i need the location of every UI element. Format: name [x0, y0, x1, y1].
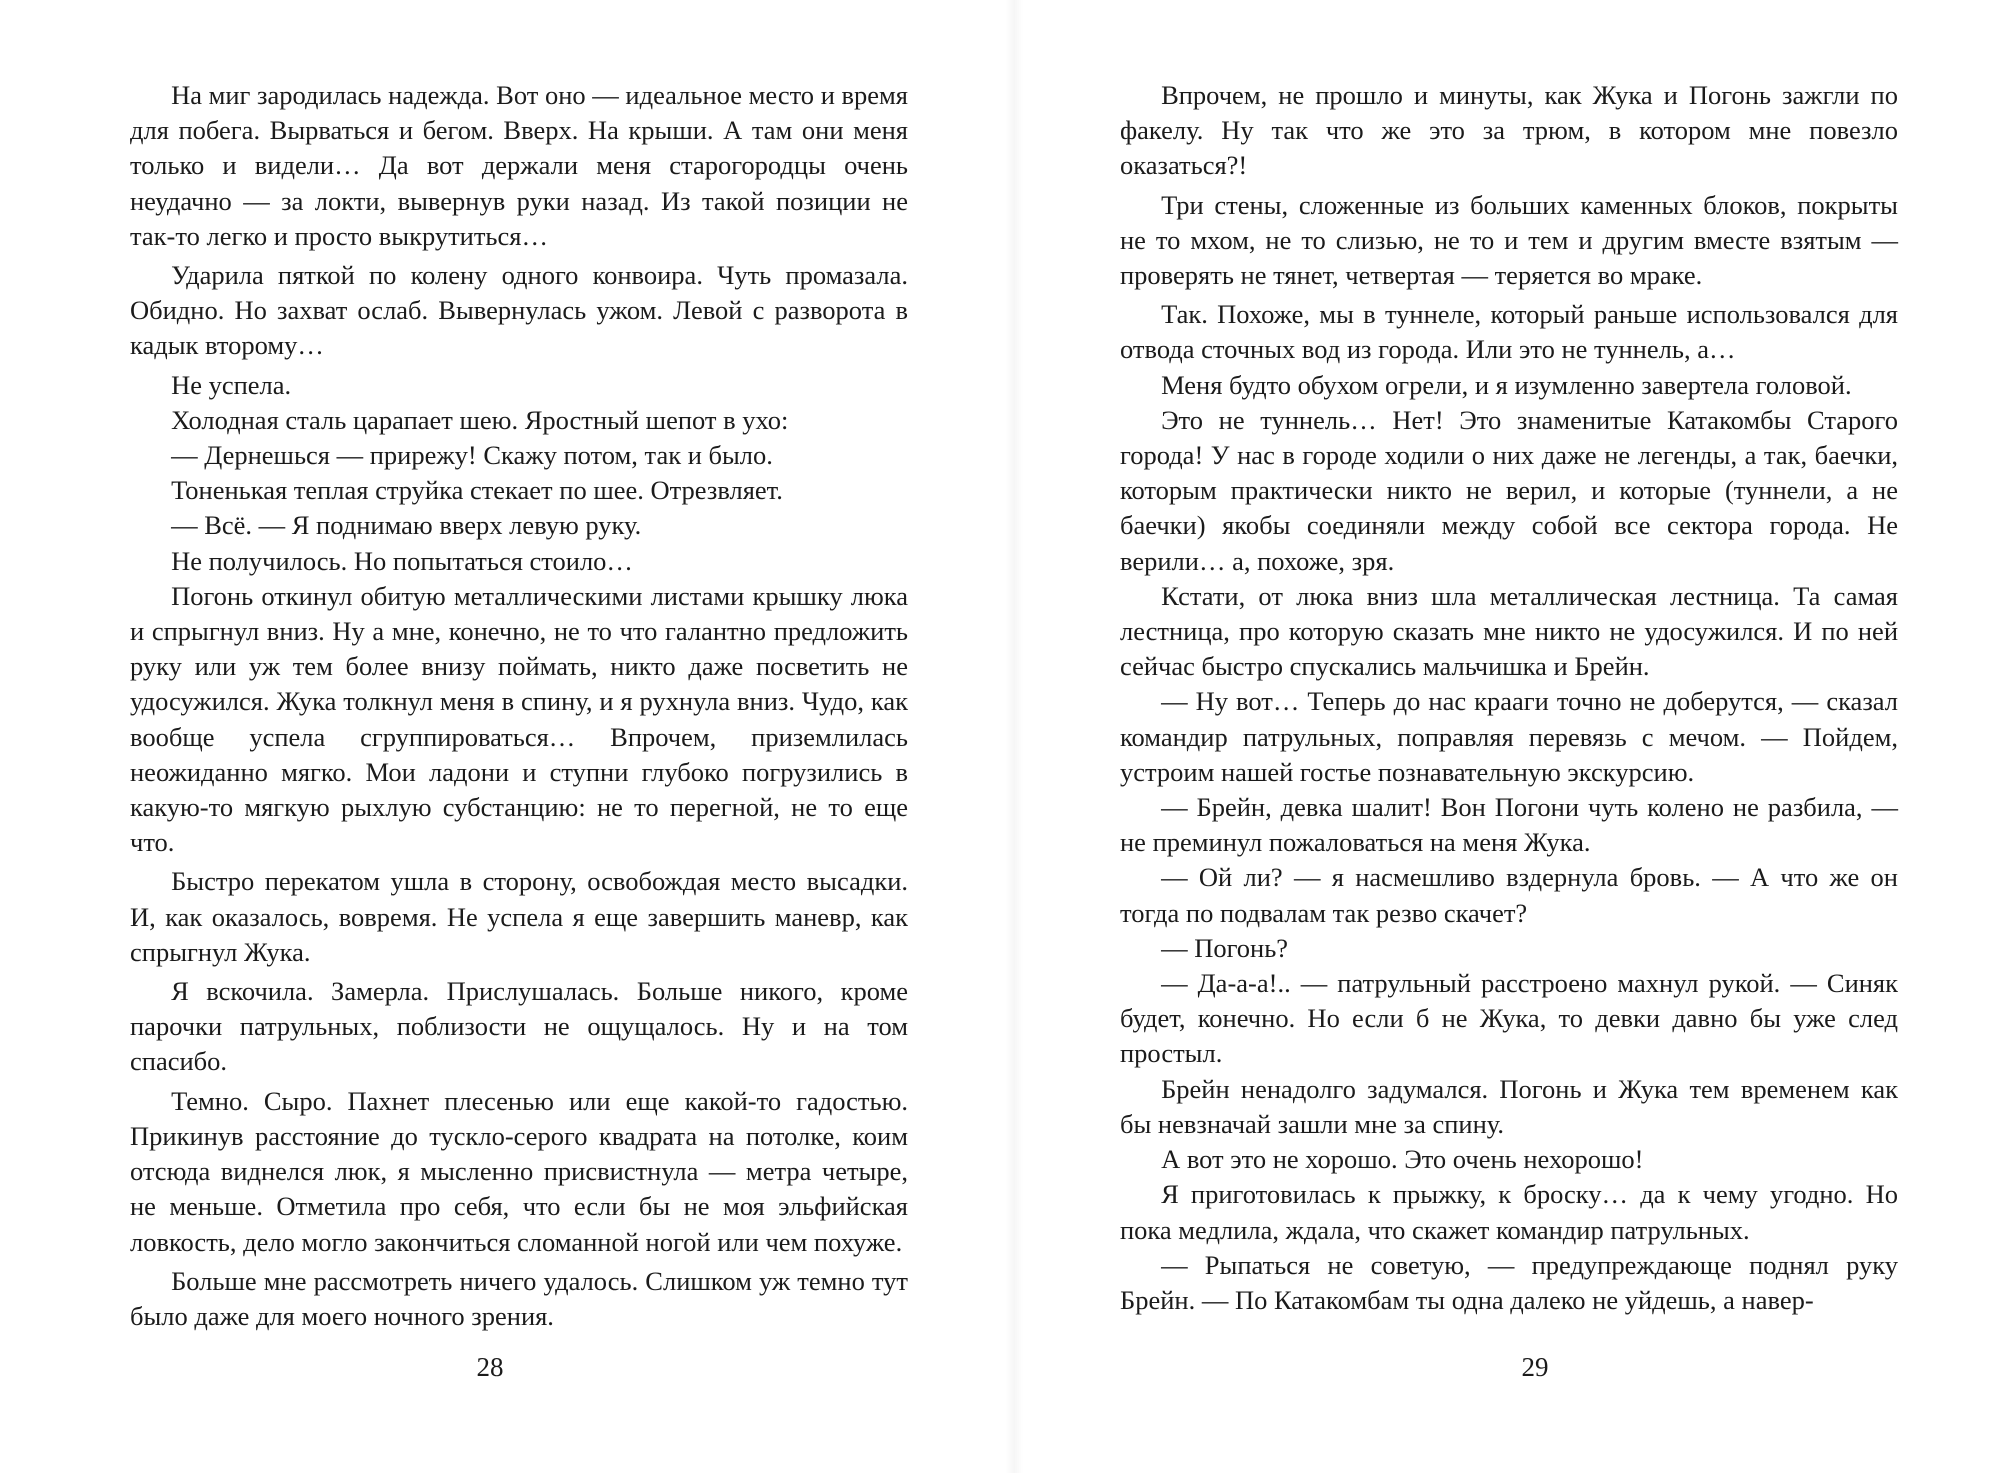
- paragraph: Больше мне рассмотреть ничего удалось. Слишком уж темно тут было даже для моего ночного зрения.: [130, 1265, 908, 1331]
- paragraph: Меня будто обухом огрели, и я изумленно завертела головой.: [1161, 369, 1852, 400]
- paragraph: — Рыпаться не советую, — предупреждающе поднял руку Брейн. — По Катакомбам ты одна далеко не уйдешь, а навер-: [1120, 1249, 1898, 1315]
- paragraph: Темно. Сыро. Пахнет плесенью или еще какой-то гадостью. Прикинув расстояние до тускло-серого квадрата на потолке, коим отсюда виднелся люк, я мысленно присвистнула — метра четыре, не меньше. Отметила про себя, что если бы не моя эльфийская ловкость, дело могло закончиться сломанной ногой или чем похуже.: [130, 1085, 908, 1257]
- paragraph: Так. Похоже, мы в туннеле, который раньше использовался для отвода сточных вод из города. Или это не туннель, а…: [1120, 299, 1898, 365]
- paragraph: Погонь откинул обитую металлическими листами крышку люка и спрыгнул вниз. Ну а мне, конечно, не то что галантно предложить руку или уж тем более внизу поймать, никто даже посветить не удосужился. Жука толкнул меня в спину, и я рухнула вниз. Чудо, как вообще успела сгруппироваться… Впрочем, приземлилась неожиданно мягко. Мои ладони и ступни глубоко погрузились в какую-то мягкую рыхлую субстанцию: не то перегной, не то еще что.: [130, 580, 908, 858]
- paragraph: Три стены, сложенные из больших каменных блоков, покрыты не то мхом, не то слизью, не то и тем и другим вместе взятым — проверять не тянет, четвертая — теряется во мраке.: [1120, 189, 1898, 291]
- paragraph: — Погонь?: [1161, 932, 1289, 963]
- paragraph: — Брейн, девка шалит! Вон Погони чуть колено не разбила, — не преминул пожаловаться на меня Жука.: [1120, 792, 1898, 858]
- page-number-right: 29: [1521, 1352, 1549, 1382]
- left-page: [130, 78, 908, 1334]
- paragraph: Я приготовилась к прыжку, к броску… да к чему угодно. Но пока медлила, ждала, что скажет командир патрульных.: [1120, 1179, 1898, 1245]
- paragraph: — Ой ли? — я насмешливо вздернула бровь. — А что же он тогда по подвалам так резво скачет?: [1120, 862, 1898, 928]
- paragraph: Быстро перекатом ушла в сторону, освобождая место высадки. И, как оказалось, вовремя. Не успела я еще завершить маневр, как спрыгнул Жука.: [130, 866, 908, 967]
- paragraph: — Ну вот… Теперь до нас крааги точно не доберутся, — сказал командир патрульных, поправляя перевязь с мечом. — Пойдем, устроим нашей гостье познавательную экскурсию.: [1120, 686, 1898, 787]
- paragraph: Это не туннель… Нет! Это знаменитые Катакомбы Старого города! У нас в городе ходили о них даже не легенды, а так, баечки, которым практически никто не верил, и которые (туннели, а не баечки) якобы соединяли между собой все сектора города. Не верили… а, похоже, зря.: [1120, 404, 1898, 576]
- paragraph: Тоненькая теплая струйка стекает по шее. Отрезвляет.: [171, 475, 783, 506]
- right-page: [1120, 78, 1898, 1318]
- paragraph: На миг зародилась надежда. Вот оно — идеальное место и время для побега. Вырваться и бегом. Вверх. На крыши. А там они меня только и видели… Да вот держали меня старогородцы очень неудачно — за локти, вывернув руки назад. Из такой позиции не так-то легко и просто выкрутиться…: [130, 80, 908, 251]
- paragraph: — Да-а-а!.. — патрульный расстроено махнул рукой. — Синяк будет, конечно. Но если б не Жука, то девки давно бы уже след простыл.: [1120, 968, 1898, 1069]
- paragraph: Впрочем, не прошло и минуты, как Жука и Погонь зажгли по факелу. Ну так что же это за трюм, в котором мне повезло оказаться?!: [1120, 80, 1898, 181]
- paragraph: Ударила пяткой по колену одного конвоира. Чуть промазала. Обидно. Но захват ослаб. Вывернулась ужом. Левой с разворота в кадык второму…: [130, 260, 908, 361]
- paragraph: — Всё. — Я поднимаю вверх левую руку.: [171, 510, 642, 541]
- paragraph: Холодная сталь царапает шею. Яростный шепот в ухо:: [171, 404, 789, 435]
- paragraph: А вот это не хорошо. Это очень нехорошо!: [1161, 1144, 1644, 1175]
- paragraph: Не успела.: [171, 369, 292, 400]
- page-gutter: [1005, 0, 1023, 1473]
- paragraph: Кстати, от люка вниз шла металлическая лестница. Та самая лестница, про которую сказать мне никто не удосужился. И по ней сейчас быстро спускались мальчишка и Брейн.: [1120, 580, 1898, 682]
- paragraph: Я вскочила. Замерла. Прислушалась. Больше никого, кроме парочки патрульных, поблизости не ощущалось. Ну и на том спасибо.: [130, 976, 908, 1077]
- paragraph: — Дернешься — прирежу! Скажу потом, так и было.: [171, 440, 773, 471]
- paragraph: Не получилось. Но попытаться стоило…: [171, 545, 633, 576]
- paragraph: Брейн ненадолго задумался. Погонь и Жука тем временем как бы невзначай зашли мне за спину.: [1120, 1073, 1898, 1139]
- page-number-left: 28: [476, 1352, 504, 1382]
